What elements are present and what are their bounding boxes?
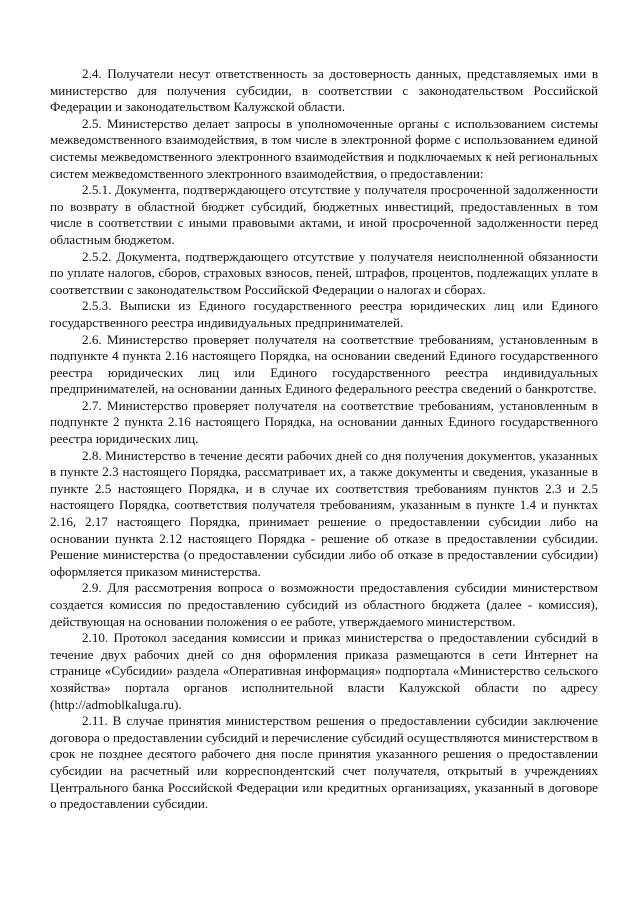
paragraph-2-5-1: 2.5.1. Документа, подтверждающего отсутствие у получателя просроченной задолженности по возврату в областной бюджет субсидий, бюджетных инвестиций, предоставленных в том числе в соответствии с иными правовыми актами, и иной просроченной задолженности перед областным бюджетом. [50, 182, 598, 247]
paragraph-2-11: 2.11. В случае принятия министерством решения о предоставлении субсидии заключение договора о предоставлении субсидий и перечисление субсидий осуществляются министерством в срок не позднее десятого рабочего дня после принятия указанного решения о предоставлении субсидии на расчетный или корреспондентский счет получателя, открытый в учреждениях Центрального банка Российской Федерации или кредитных организациях, указанный в договоре о предоставлении субсидии. [50, 713, 598, 812]
paragraph-2-5-2: 2.5.2. Документа, подтверждающего отсутствие у получателя неисполненной обязанности по уплате налогов, сборов, страховых взносов, пеней, штрафов, процентов, подлежащих уплате в соответствии с законодательством Российской Федерации о налогах и сборах. [50, 248, 598, 297]
paragraph-2-4: 2.4. Получатели несут ответственность за достоверность данных, представляемых ими в министерство для получения субсидии, в соответствии с законодательством Российской Федерации и законодательством Калужской области. [50, 66, 598, 115]
paragraph-2-5-3: 2.5.3. Выписки из Единого государственного реестра юридических лиц или Единого государственного реестра индивидуальных предпринимателей. [50, 298, 598, 330]
paragraph-2-6: 2.6. Министерство проверяет получателя на соответствие требованиям, установленным в подпункте 4 пункта 2.16 настоящего Порядка, на основании сведений Единого государственного реестра юридических лиц или Единого государственного реестра индивидуальных предпринимателей, на основании данных Единого федерального реестра сведений о банкротстве. [50, 331, 598, 397]
paragraph-2-7: 2.7. Министерство проверяет получателя на соответствие требованиям, установленным в подпункте 2 пункта 2.16 настоящего Порядка, на основании данных Единого государственного реестра юридических лиц. [50, 397, 598, 447]
document-page [50, 66, 598, 813]
paragraph-2-9: 2.9. Для рассмотрения вопроса о возможности предоставления субсидии министерством создается комиссия по предоставлению субсидий из областного бюджета (далее - комиссия), действующая на основании положения о ее работе, утверждаемого министерством. [50, 580, 598, 629]
paragraph-2-10: 2.10. Протокол заседания комиссии и приказ министерства о предоставлении субсидий в течение двух рабочих дней со дня оформления приказа размещаются в сети Интернет на странице «Субсидии» раздела «Оперативная информация» подпортала «Министерство сельского хозяйства» портала органов исполнительной власти Калужской области по адресу (http://admoblkaluga.ru). [50, 630, 598, 712]
paragraph-2-8: 2.8. Министерство в течение десяти рабочих дней со дня получения документов, указанных в пункте 2.3 настоящего Порядка, рассматривает их, а также документы и сведения, указанные в пункте 2.5 настоящего Порядка, и в случае их соответствия требованиям пунктов 2.3 и 2.5 настоящего Порядка, соответствия получателя требованиям, указанным в пункте 1.4 и пунктах 2.16, 2.17 настоящего Порядка, принимает решение о предоставлении субсидии либо на основании пункта 2.12 настоящего Порядка - решение об отказе в предоставлении субсидии. Решение министерства (о предоставлении субсидии либо об отказе в предоставлении субсидии) оформляется приказом министерства. [50, 447, 598, 579]
paragraph-2-5: 2.5. Министерство делает запросы в уполномоченные органы с использованием системы межведомственного взаимодействия, в том числе в электронной форме с использованием единой системы межведомственного электронного взаимодействия и подключаемых к ней региональных систем межведомственного электронного взаимодействия, о предоставлении: [50, 115, 598, 181]
